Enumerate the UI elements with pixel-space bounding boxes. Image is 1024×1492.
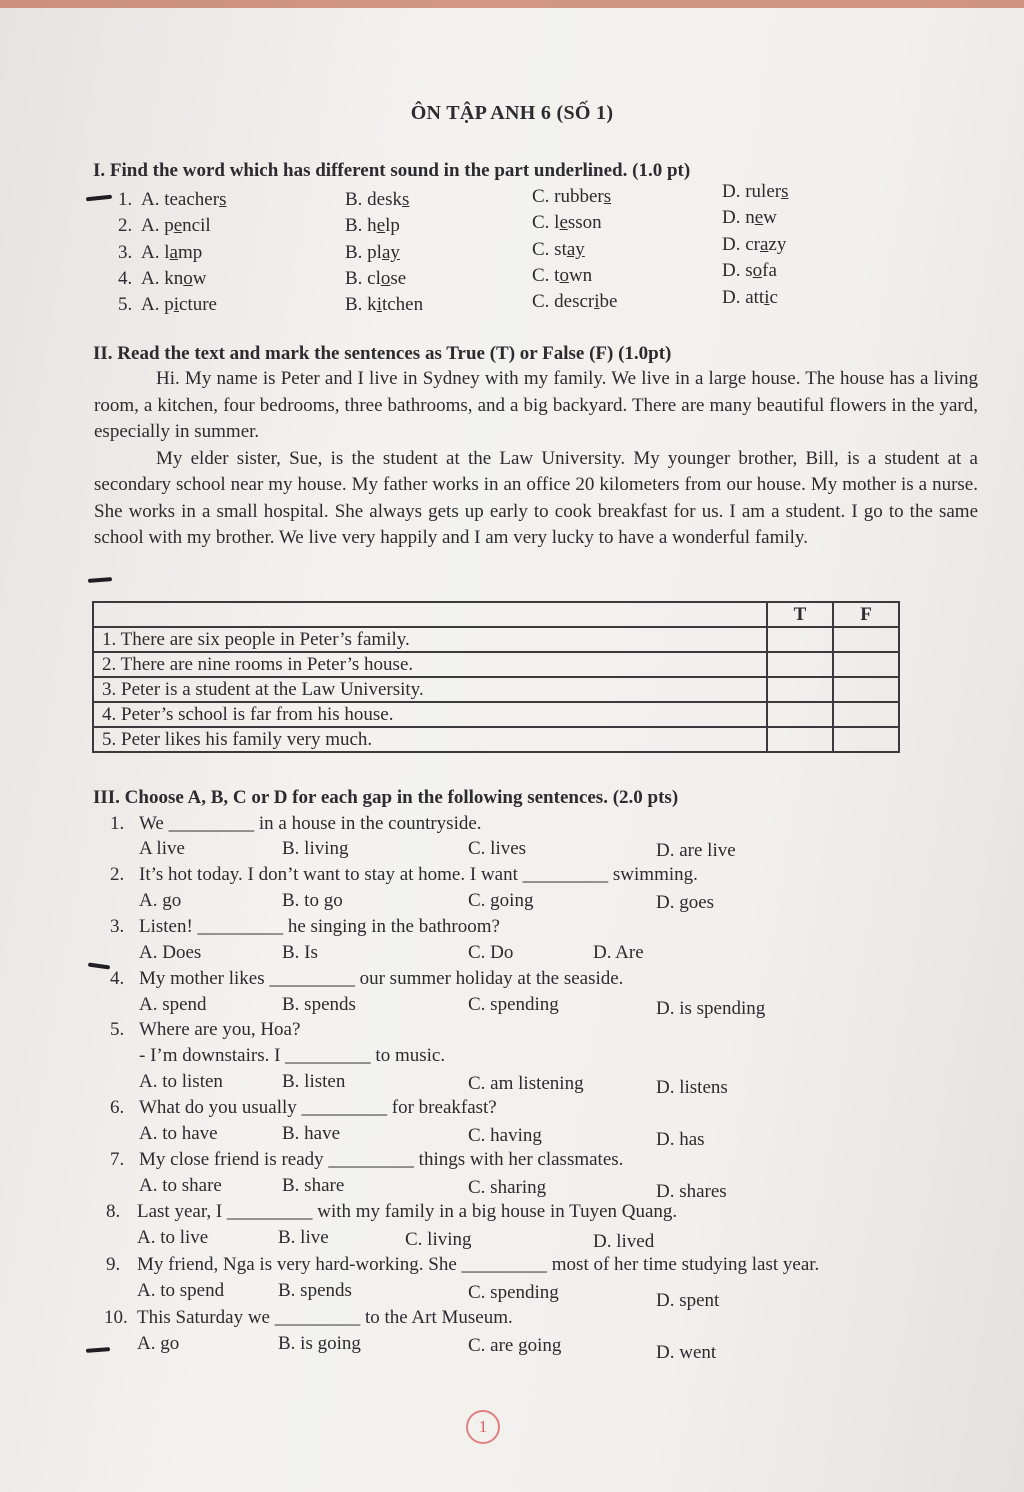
answer-blank[interactable]: _________ bbox=[328, 1149, 414, 1170]
table-header-t: T bbox=[767, 602, 833, 627]
q6-stem: What do you usually _________ for breakfast? bbox=[139, 1097, 497, 1118]
answer-blank[interactable]: _________ bbox=[168, 813, 255, 834]
statement-cell: 1. There are six people in Peter’s family. bbox=[93, 627, 767, 652]
q6-option-d[interactable]: D. has bbox=[656, 1129, 705, 1150]
s1-q3-num: 3. bbox=[118, 242, 133, 263]
page-number-stamp: 1 bbox=[466, 1410, 500, 1444]
q8-stem: Last year, I _________ with my family in a big house in Tuyen Quang. bbox=[137, 1201, 678, 1222]
q7-option-c[interactable]: C. sharing bbox=[468, 1177, 547, 1198]
q2-option-c[interactable]: C. going bbox=[468, 890, 534, 911]
statement-cell: 3. Peter is a student at the Law University. bbox=[93, 677, 767, 702]
s1-q2-d: D. new bbox=[722, 207, 777, 228]
q10-option-c[interactable]: C. are going bbox=[468, 1335, 562, 1356]
statement-cell: 2. There are nine rooms in Peter’s house. bbox=[93, 652, 767, 677]
q6-option-c[interactable]: C. having bbox=[468, 1125, 542, 1146]
q9-option-c[interactable]: C. spending bbox=[468, 1282, 559, 1303]
true-false-table bbox=[92, 601, 900, 753]
true-answer-cell[interactable] bbox=[767, 652, 833, 677]
q9-option-b[interactable]: B. spends bbox=[278, 1280, 352, 1301]
q2-option-d[interactable]: D. goes bbox=[656, 892, 715, 913]
false-answer-cell[interactable] bbox=[833, 627, 899, 652]
section-3-heading: III. Choose A, B, C or D for each gap in the following sentences. (2.0 pts) bbox=[93, 787, 679, 808]
s1-q5-a: A. picture bbox=[141, 294, 217, 315]
page-title: ÔN TẬP ANH 6 (SỐ 1) bbox=[410, 102, 614, 124]
q2-option-b[interactable]: B. to go bbox=[282, 890, 343, 911]
q2-stem: It’s hot today. I don’t want to stay at home. I want _________ swimming. bbox=[139, 864, 698, 885]
q8-option-d[interactable]: D. lived bbox=[593, 1231, 655, 1252]
reading-passage bbox=[94, 366, 978, 552]
false-answer-cell[interactable] bbox=[833, 702, 899, 727]
pen-mark bbox=[88, 577, 112, 583]
q9-option-d[interactable]: D. spent bbox=[656, 1290, 720, 1311]
q1-option-c[interactable]: C. lives bbox=[468, 838, 527, 859]
q1-option-b[interactable]: B. living bbox=[282, 838, 349, 859]
s1-q4-num: 4. bbox=[118, 268, 133, 289]
statement-cell: 5. Peter likes his family very much. bbox=[93, 727, 767, 752]
table-row bbox=[93, 627, 899, 652]
true-answer-cell[interactable] bbox=[767, 702, 833, 727]
q6-number: 6. bbox=[110, 1097, 125, 1118]
answer-blank[interactable]: _________ bbox=[522, 864, 609, 885]
q8-option-a[interactable]: A. to live bbox=[137, 1227, 209, 1248]
s1-q1-num: 1. bbox=[118, 189, 133, 210]
answer-blank[interactable]: _________ bbox=[301, 1097, 388, 1118]
q4-option-a[interactable]: A. spend bbox=[139, 994, 207, 1015]
q6-option-a[interactable]: A. to have bbox=[139, 1123, 218, 1144]
q4-number: 4. bbox=[110, 968, 125, 989]
table-row bbox=[93, 677, 899, 702]
q1-option-a[interactable]: A live bbox=[139, 838, 185, 859]
s1-q1-b: B. desks bbox=[345, 189, 410, 210]
s1-q3-c: C. stay bbox=[532, 239, 585, 260]
s1-q2-c: C. lesson bbox=[532, 212, 602, 233]
q2-number: 2. bbox=[110, 864, 125, 885]
q5-stem-line-2: - I’m downstairs. I _________ to music. bbox=[139, 1045, 446, 1066]
s1-q2-a: A. pencil bbox=[141, 215, 211, 236]
s1-q3-b: B. play bbox=[345, 242, 400, 263]
pen-mark bbox=[86, 1347, 110, 1353]
q7-option-b[interactable]: B. share bbox=[282, 1175, 345, 1196]
q4-option-b[interactable]: B. spends bbox=[282, 994, 356, 1015]
s1-q3-d: D. crazy bbox=[722, 234, 787, 255]
s1-q2-num: 2. bbox=[118, 215, 133, 236]
q3-option-d[interactable]: D. Are bbox=[593, 942, 644, 963]
q1-stem: We _________ in a house in the countryside. bbox=[139, 813, 482, 834]
true-answer-cell[interactable] bbox=[767, 727, 833, 752]
false-answer-cell[interactable] bbox=[833, 727, 899, 752]
s1-q4-a: A. know bbox=[141, 268, 207, 289]
q1-option-d[interactable]: D. are live bbox=[656, 840, 736, 861]
q10-option-b[interactable]: B. is going bbox=[278, 1333, 361, 1354]
section-2-heading: II. Read the text and mark the sentences as True (T) or False (F) (1.0pt) bbox=[93, 343, 672, 364]
s1-q5-c: C. describe bbox=[532, 291, 618, 312]
passage-paragraph-1: Hi. My name is Peter and I live in Sydney with my family. We live in a large house. The house has a living room, a kitchen, four bedrooms, three bathrooms, and a big backyard. There are many beautiful flowers in the yard, especially in summer. bbox=[94, 368, 978, 442]
q9-stem: My friend, Nga is very hard-working. She _________ most of her time studying last year. bbox=[137, 1254, 820, 1275]
s1-q1-d: D. rulers bbox=[722, 181, 789, 202]
q7-option-d[interactable]: D. shares bbox=[656, 1181, 727, 1202]
table-header-statement bbox=[93, 602, 767, 627]
q3-option-c[interactable]: C. Do bbox=[468, 942, 514, 963]
s1-q4-d: D. sofa bbox=[722, 260, 777, 281]
q10-number: 10. bbox=[104, 1307, 128, 1328]
q7-number: 7. bbox=[110, 1149, 125, 1170]
q8-number: 8. bbox=[106, 1201, 121, 1222]
q4-stem: My mother likes _________ our summer holiday at the seaside. bbox=[139, 968, 624, 989]
q3-number: 3. bbox=[110, 916, 125, 937]
s1-q2-b: B. help bbox=[345, 215, 400, 236]
paper-edge bbox=[0, 0, 1024, 8]
s1-q4-b: B. close bbox=[345, 268, 407, 289]
statement-cell: 4. Peter’s school is far from his house. bbox=[93, 702, 767, 727]
s1-q1-c: C. rubbers bbox=[532, 186, 612, 207]
q8-option-b[interactable]: B. live bbox=[278, 1227, 329, 1248]
q3-stem: Listen! _________ he singing in the bathroom? bbox=[139, 916, 500, 937]
true-answer-cell[interactable] bbox=[767, 627, 833, 652]
answer-blank[interactable]: _________ bbox=[285, 1045, 371, 1066]
pen-mark bbox=[88, 962, 110, 969]
table-header-row bbox=[93, 602, 899, 627]
q3-option-a[interactable]: A. Does bbox=[139, 942, 202, 963]
q1-number: 1. bbox=[110, 813, 125, 834]
table-row bbox=[93, 702, 899, 727]
s1-q5-b: B. kitchen bbox=[345, 294, 424, 315]
s1-q5-num: 5. bbox=[118, 294, 133, 315]
q4-option-d[interactable]: D. is spending bbox=[656, 998, 766, 1019]
false-answer-cell[interactable] bbox=[833, 677, 899, 702]
q10-stem: This Saturday we _________ to the Art Museum. bbox=[137, 1307, 513, 1328]
q5-option-d[interactable]: D. listens bbox=[656, 1077, 728, 1098]
s1-q5-d: D. attic bbox=[722, 287, 778, 308]
passage-paragraph-2: My elder sister, Sue, is the student at the Law University. My younger brother, Bill, is a student at a secondary school near my house. My father works in an office 20 kilometers from our house. My mother is a nurse. She works in a small hospital. She always gets up early to cook breakfast for us. I am a student. I go to the same school with my brother. We live very happily and I am very lucky to have a wonderful family. bbox=[94, 447, 978, 548]
q8-option-c[interactable]: C. living bbox=[405, 1229, 472, 1250]
q6-option-b[interactable]: B. have bbox=[282, 1123, 341, 1144]
q9-option-a[interactable]: A. to spend bbox=[137, 1280, 225, 1301]
s1-q4-c: C. town bbox=[532, 265, 593, 286]
q10-option-a[interactable]: A. go bbox=[137, 1333, 180, 1354]
table-header-f: F bbox=[833, 602, 899, 627]
q5-stem-line-1: Where are you, Hoa? bbox=[139, 1019, 301, 1040]
section-1-heading: I. Find the word which has different sound in the part underlined. (1.0 pt) bbox=[93, 160, 691, 181]
s1-q3-a: A. lamp bbox=[141, 242, 203, 263]
q5-number: 5. bbox=[110, 1019, 125, 1040]
q7-stem: My close friend is ready _________ things with her classmates. bbox=[139, 1149, 624, 1170]
table-row bbox=[93, 652, 899, 677]
answer-blank[interactable]: _________ bbox=[274, 1307, 361, 1328]
q3-option-b[interactable]: B. Is bbox=[282, 942, 318, 963]
q5-option-a[interactable]: A. to listen bbox=[139, 1071, 223, 1092]
q7-option-a[interactable]: A. to share bbox=[139, 1175, 222, 1196]
answer-blank[interactable]: _________ bbox=[197, 916, 284, 937]
pen-mark bbox=[86, 195, 112, 202]
true-answer-cell[interactable] bbox=[767, 677, 833, 702]
q5-option-b[interactable]: B. listen bbox=[282, 1071, 346, 1092]
answer-blank[interactable]: _________ bbox=[269, 968, 355, 989]
table-row bbox=[93, 727, 899, 752]
q4-option-c[interactable]: C. spending bbox=[468, 994, 559, 1015]
q9-number: 9. bbox=[106, 1254, 121, 1275]
q2-option-a[interactable]: A. go bbox=[139, 890, 182, 911]
q5-option-c[interactable]: C. am listening bbox=[468, 1073, 584, 1094]
false-answer-cell[interactable] bbox=[833, 652, 899, 677]
q10-option-d[interactable]: D. went bbox=[656, 1342, 717, 1363]
answer-blank[interactable]: _________ bbox=[461, 1254, 548, 1275]
s1-q1-a: A. teachers bbox=[141, 189, 227, 210]
answer-blank[interactable]: _________ bbox=[226, 1201, 313, 1222]
